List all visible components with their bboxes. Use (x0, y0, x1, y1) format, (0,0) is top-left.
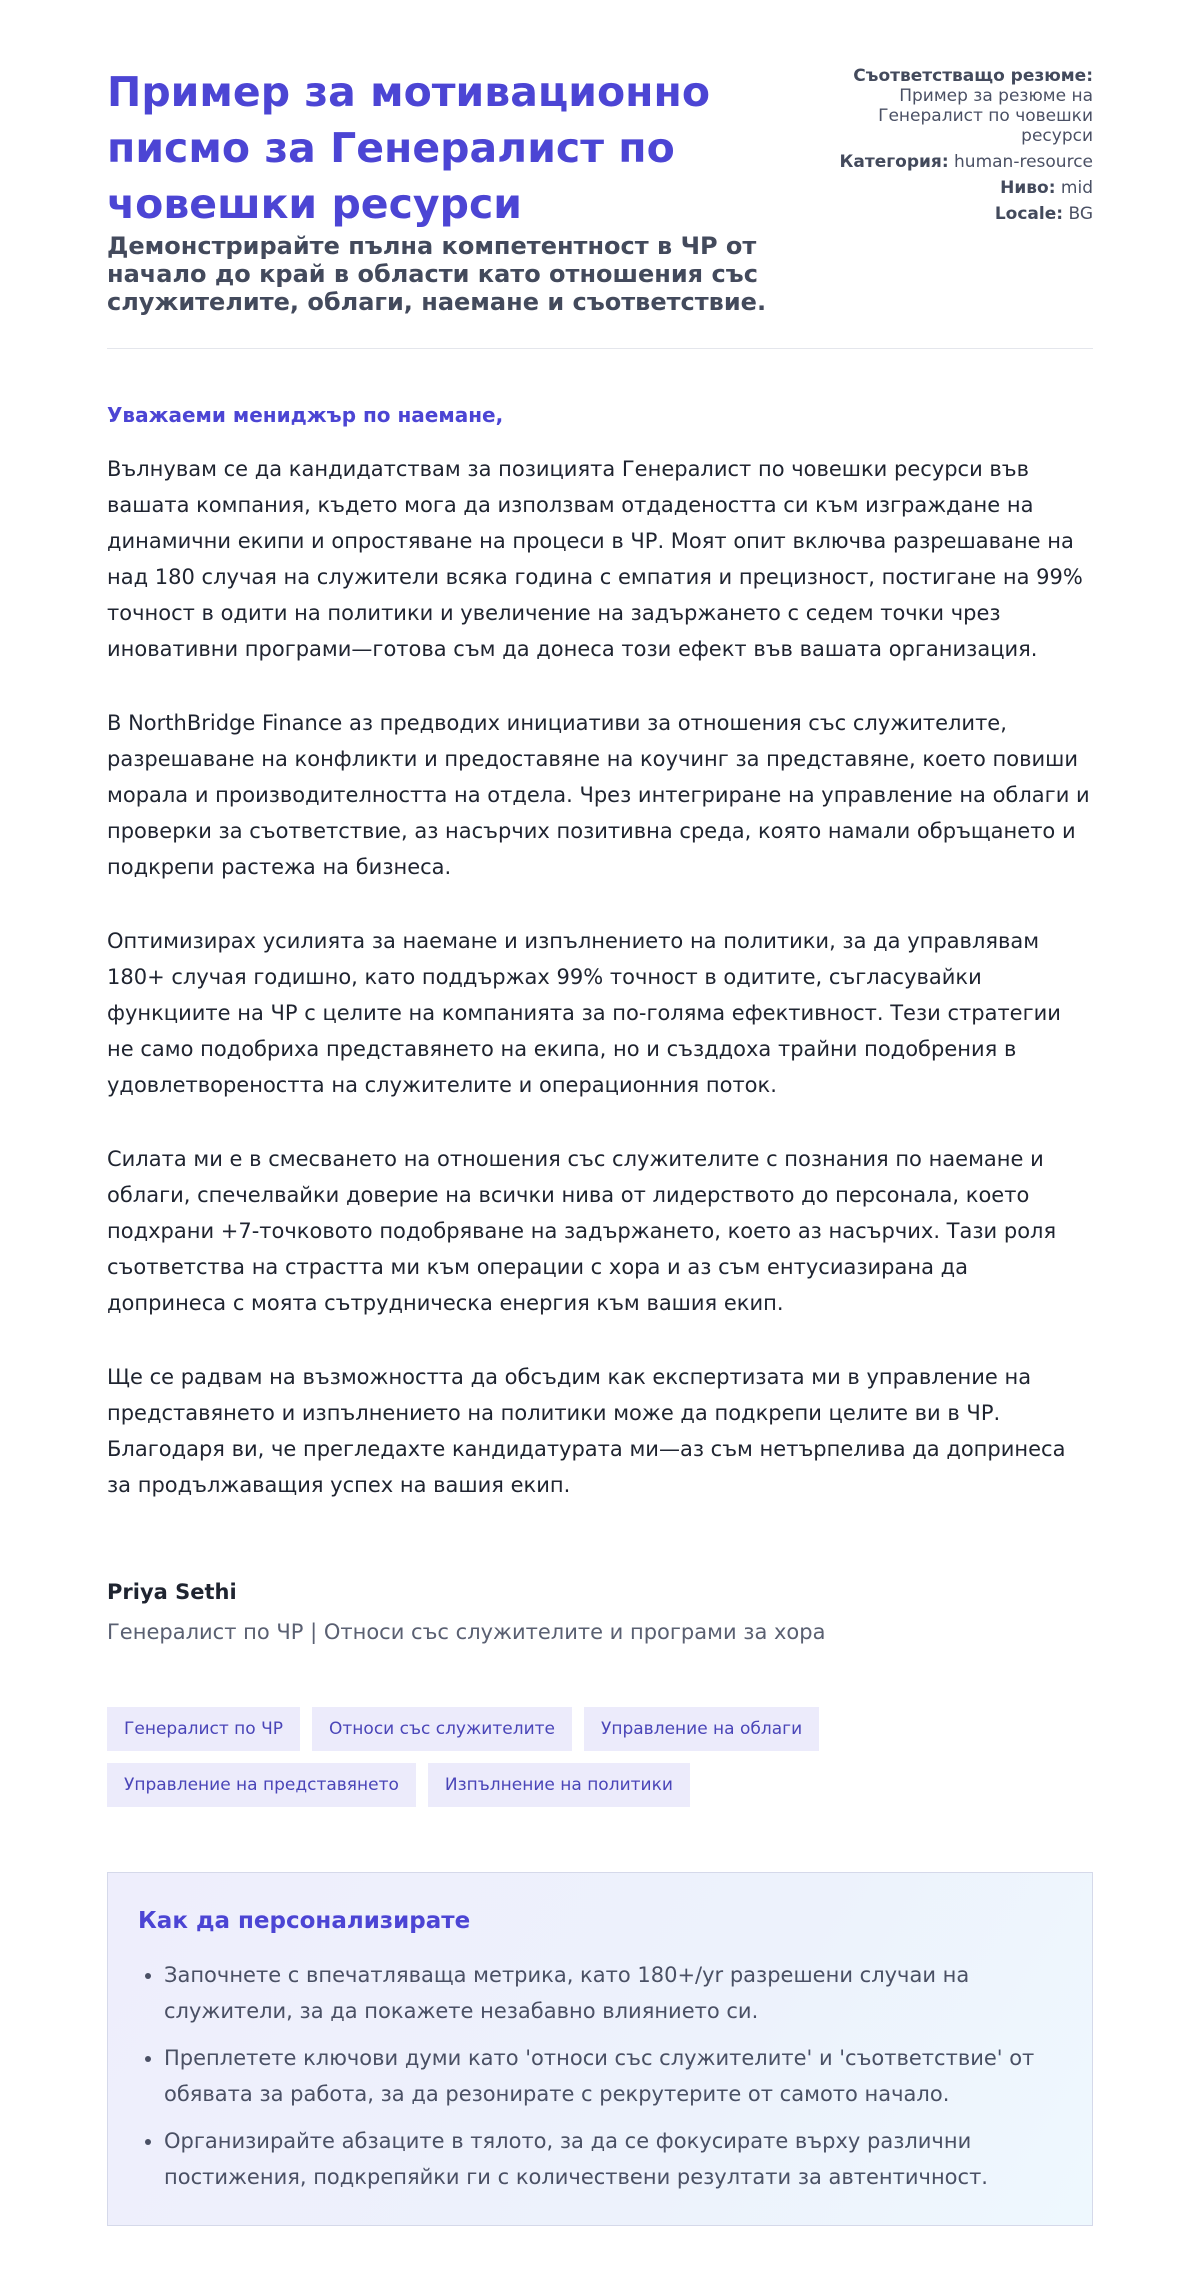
tips-list-item: • Преплетете ключови думи като 'относи със служителите' и 'съответствие' от обявата за работа, за да резонирате с рекрутерите от самото начало. (164, 2040, 1062, 2112)
meta-category (833, 152, 1093, 172)
letter-paragraph: Ще се радвам на възможността да обсъдим как експертизата ми в управление на представянето и изпълнението на политики може да подкрепи целите ви в ЧР. Благодаря ви, че прегледахте кандидатурата ми—аз съм нетърпелива да допринеса за продължаващия успех на вашия екип. (107, 1365, 1066, 1497)
meta-resume-value: Пример за резюме на Генералист по човешки ресурси (878, 86, 1093, 146)
page-title: Пример за мотивационно писмо за Генералист по човешки ресурси (107, 68, 710, 228)
page-subtitle: Демонстрирайте пълна компетентност в ЧР от начало до край в области като отношения със служителите, облаги, наемане и съответствие. (107, 232, 767, 316)
meta-locale-value: BG (1068, 204, 1093, 224)
tips-title: Как да персонализирате (138, 1908, 471, 1934)
tips-list-item: • Започнете с впечатляваща метрика, като 180+/yr разрешени случаи на служители, за да покажете незабавно влиянието си. (164, 1957, 1062, 2029)
keyword-tag: Генералист по ЧР (107, 1707, 300, 1751)
meta-category-value: human-resource (954, 152, 1093, 172)
meta-level-value: mid (1060, 178, 1093, 198)
letter-body (107, 401, 1093, 1503)
keyword-tag: Относи със служителите (312, 1707, 572, 1751)
signature-title: Генералист по ЧР | Относи със служителите и програми за хора (107, 1620, 826, 1644)
meta-locale (833, 204, 1093, 224)
letter-greeting: Уважаеми мениджър по наемане, (107, 403, 504, 427)
keyword-tag: Управление на представянето (107, 1763, 416, 1807)
keyword-tags (107, 1707, 847, 1807)
letter-paragraph: В NorthBridge Finance аз предводих инициативи за отношения със служителите, разрешаване на конфликти и предоставяне на коучинг за представяне, което повиши морала и производителността на отдела. Чрез интегриране на управление на облаги и проверки за съответствие, аз насърчих позитивна среда, която намали обръщането и подкрепи растежа на бизнеса. (107, 711, 1090, 879)
letter-paragraph: Оптимизирах усилията за наемане и изпълнението на политики, за да управлявам 180+ случая годишно, като поддържах 99% точност в одитите, съгласувайки функциите на ЧР с целите на компанията за по-голяма ефективност. Тези стратегии не само подобриха представянето на екипа, но и създдоха трайни подобрения в удовлетвореността на служителите и операционния поток. (107, 929, 1061, 1097)
signature-name: Priya Sethi (107, 1580, 237, 1604)
letter-paragraph: Силата ми е в смесването на отношения със служителите с познания по наемане и облаги, спечелвайки доверие на всички нива от лидерството до персонала, което подхрани +7-точковото подобряване на задържането, което аз насърчих. Тази роля съответства на страстта ми към операции с хора и аз съм ентусиазирана да допринеса с моята сътрудническа енергия към вашия екип. (107, 1147, 1057, 1315)
tips-list (138, 1957, 1062, 2195)
meta-level-label: Ниво: (1000, 178, 1056, 198)
meta-resume-label: Съответстващо резюме: (853, 66, 1093, 86)
meta-locale-label: Locale: (994, 204, 1064, 224)
meta-level (833, 178, 1093, 198)
meta-resume (833, 66, 1093, 146)
signature-block (107, 1577, 1093, 1647)
header-titles (107, 64, 807, 316)
tips-list-item: • Организирайте абзаците в тялото, за да се фокусирате върху различни постижения, подкрепяйки ги с количествени резултати за автентичност. (164, 2123, 1062, 2195)
keyword-tag: Управление на облаги (584, 1707, 819, 1751)
letter-paragraph: Вълнувам се да кандидатствам за позицията Генералист по човешки ресурси във вашата компания, където мога да използвам отдадеността си към изграждане на динамични екипи и опростяване на процеси в ЧР. Моят опит включва разрешаване на над 180 случая на служители всяка година с емпатия и прецизност, постигане на 99% точност в одити на политики и увеличение на задържането с седем точки чрез иновативни програми—готова съм да донеса този ефект във вашата организация. (107, 457, 1083, 661)
customization-tips-box (107, 1872, 1093, 2226)
keyword-tag: Изпълнение на политики (428, 1763, 690, 1807)
page-header (107, 64, 1093, 349)
meta-category-label: Категория: (839, 152, 949, 172)
meta-panel (833, 64, 1093, 230)
